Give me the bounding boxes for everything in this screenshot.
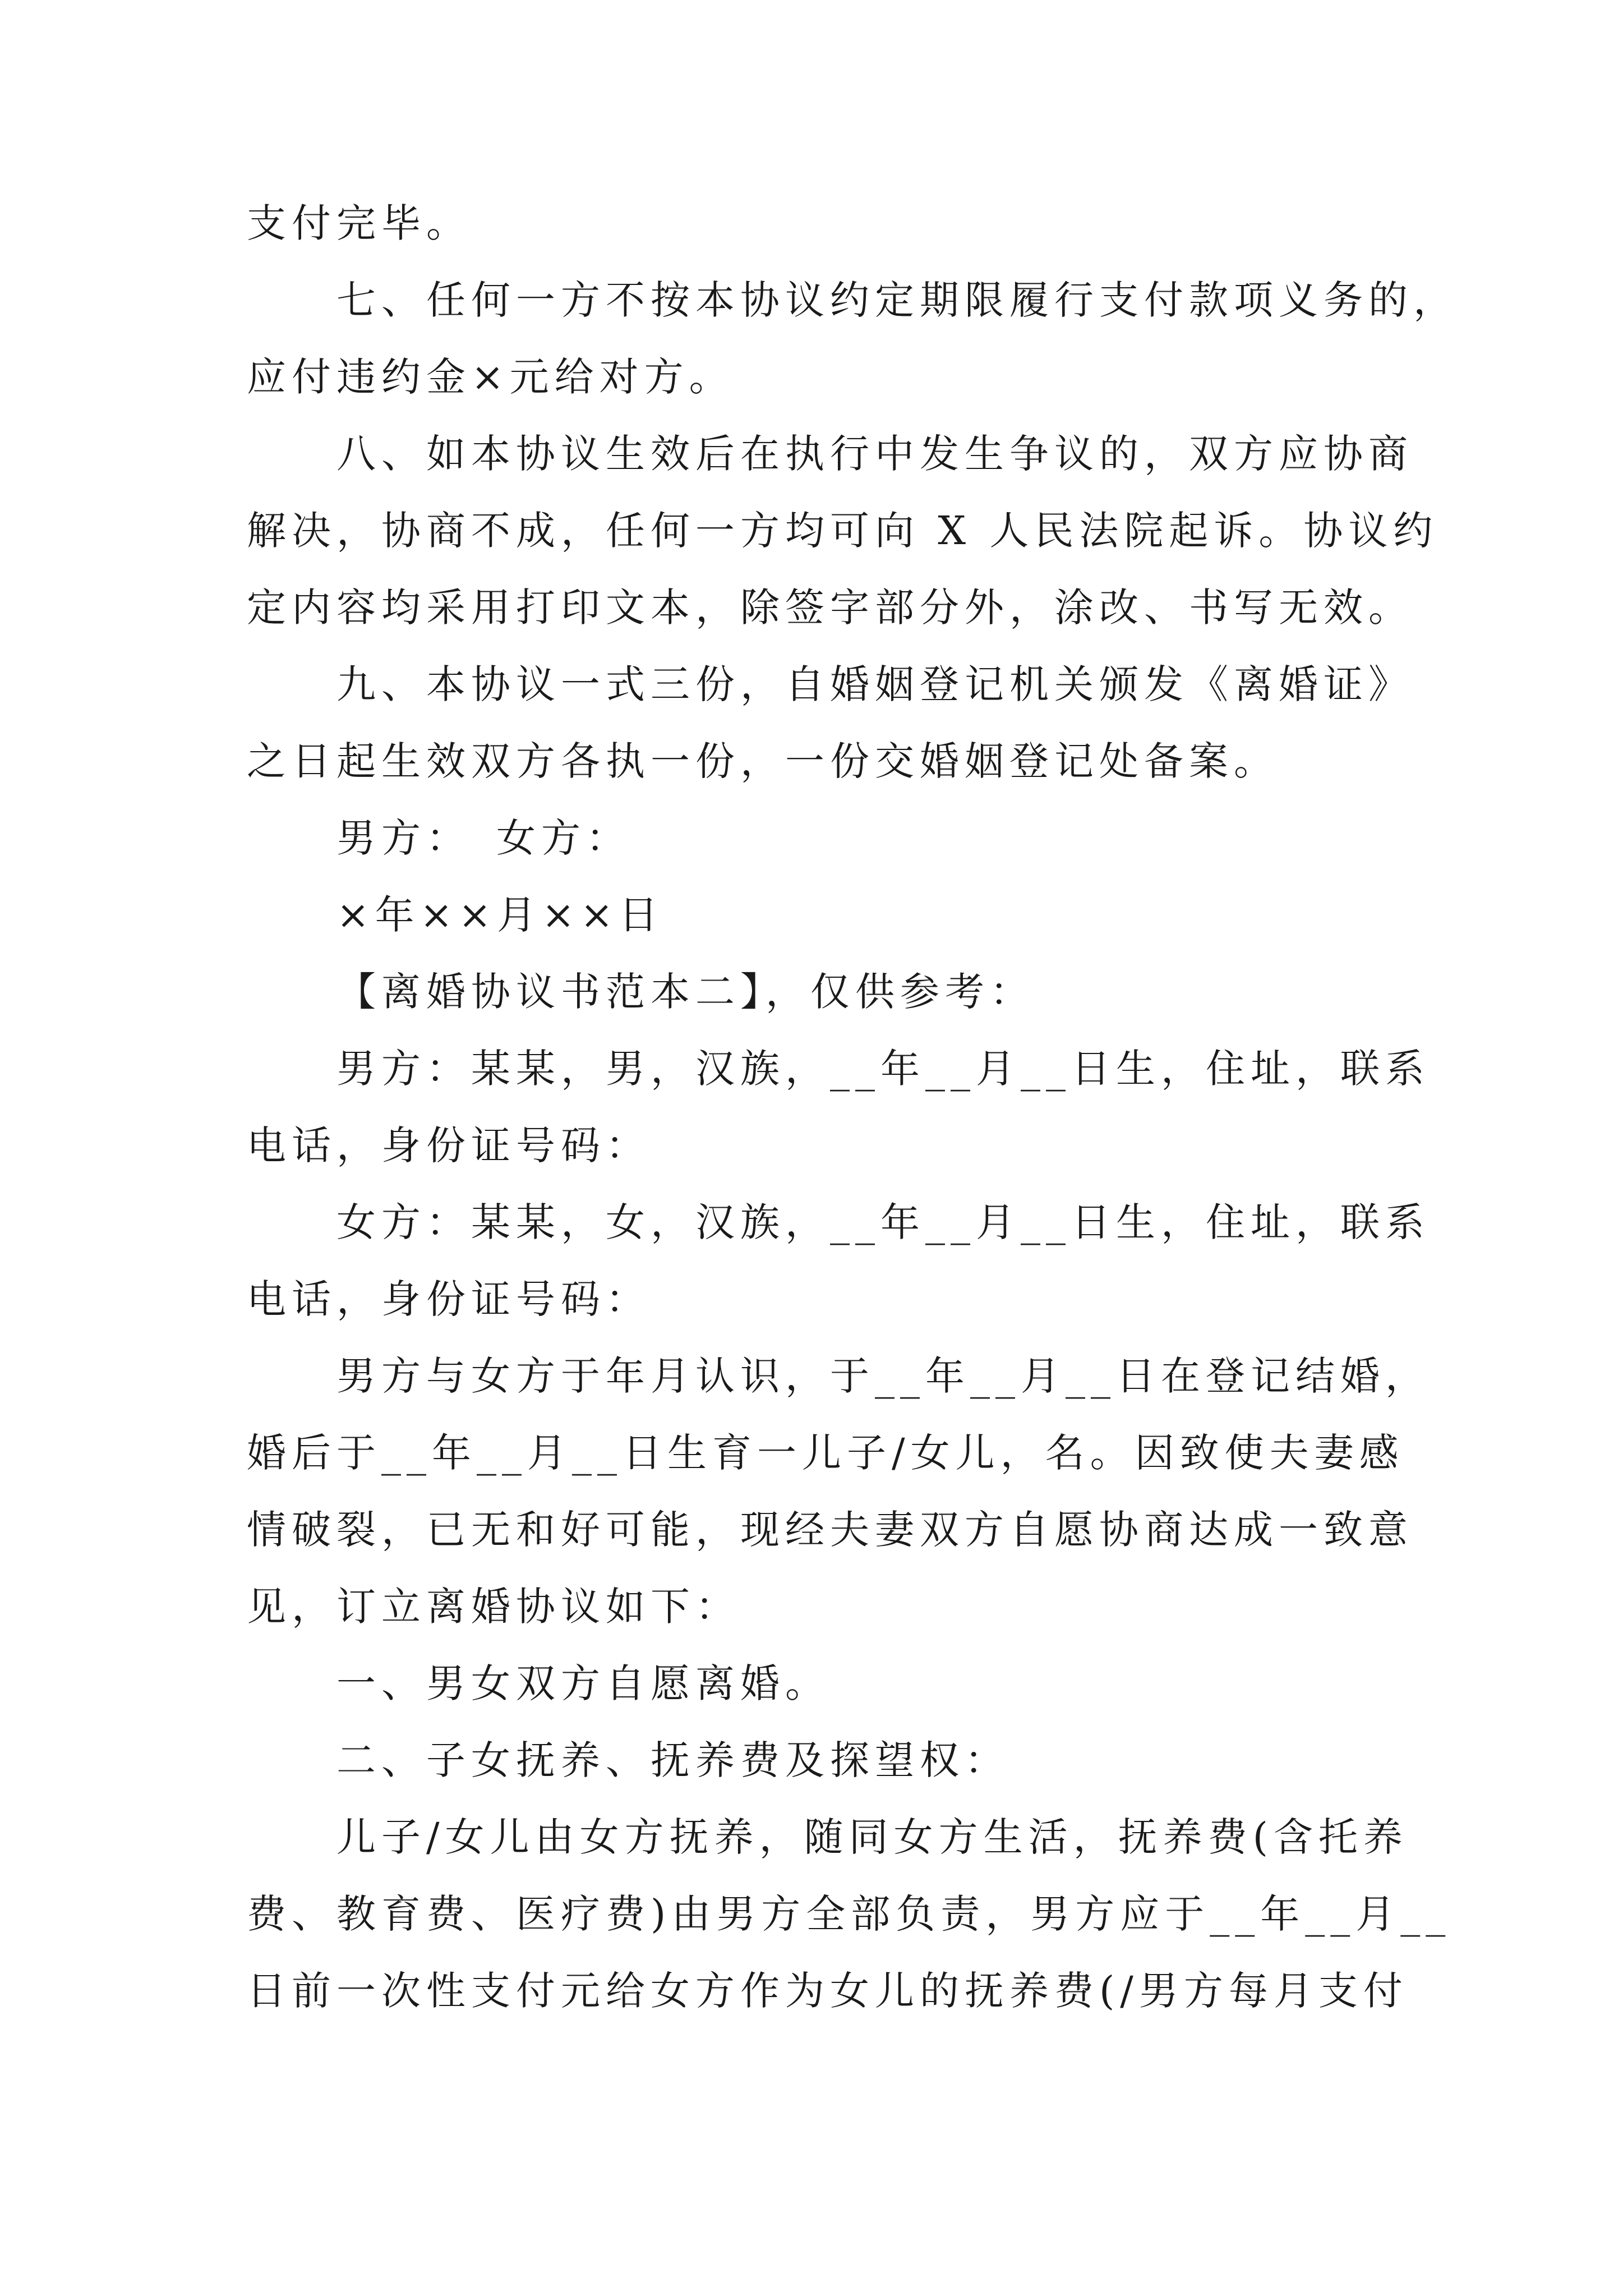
text-line: 应付违约金×元给对方。 xyxy=(247,354,734,400)
text-line: 支付完毕。 xyxy=(247,200,471,246)
text-line: 二、子女抚养、抚养费及探望权： xyxy=(336,1737,1009,1783)
text-line: 女方：某某，女，汉族，__年__月__日生，住址，联系 xyxy=(336,1199,1430,1245)
date-line: ×年××月××日 xyxy=(336,892,664,938)
text-line: 婚后于__年__月__日生育一儿子/女儿，名。因致使夫妻感 xyxy=(247,1430,1404,1476)
text-line: 八、如本协议生效后在执行中发生争议的，双方应协商 xyxy=(336,431,1413,477)
text-line: 见，订立离婚协议如下： xyxy=(247,1584,740,1630)
text-line: 男方：某某，男，汉族，__年__月__日生，住址，联系 xyxy=(336,1046,1430,1092)
text-line: 电话，身份证号码： xyxy=(247,1122,651,1168)
text-line: 情破裂，已无和好可能，现经夫妻双方自愿协商达成一致意 xyxy=(247,1507,1413,1553)
document-body xyxy=(247,185,1458,2030)
text-line: 费、教育费、医疗费)由男方全部负责，男方应于__年__月__ xyxy=(247,1891,1451,1937)
text-line: 日前一次性支付元给女方作为女儿的抚养费(/男方每月支付 xyxy=(247,1968,1408,2014)
text-line: 电话，身份证号码： xyxy=(247,1276,651,1322)
text-line: 定内容均采用打印文本，除签字部分外，涂改、书写无效。 xyxy=(247,585,1413,631)
text-line: 九、本协议一式三份，自婚姻登记机关颁发《离婚证》 xyxy=(336,661,1413,707)
text-line: 之日起生效双方各执一份，一份交婚姻登记处备案。 xyxy=(247,738,1279,784)
text-line: 儿子/女儿由女方抚养，随同女方生活，抚养费(含托养 xyxy=(336,1814,1408,1860)
text-line: 解决，协商不成，任何一方均可向 X 人民法院起诉。协议约 xyxy=(247,508,1438,554)
text-line: 男方与女方于年月认识，于__年__月__日在登记结婚， xyxy=(336,1353,1430,1399)
text-line: 七、任何一方不按本协议约定期限履行支付款项义务的， xyxy=(336,277,1458,323)
section-heading: 【离婚协议书范本二】，仅供参考： xyxy=(336,969,1035,1015)
text-line: 一、男女双方自愿离婚。 xyxy=(336,1660,830,1706)
signature-line: 男方： 女方： xyxy=(336,815,631,861)
